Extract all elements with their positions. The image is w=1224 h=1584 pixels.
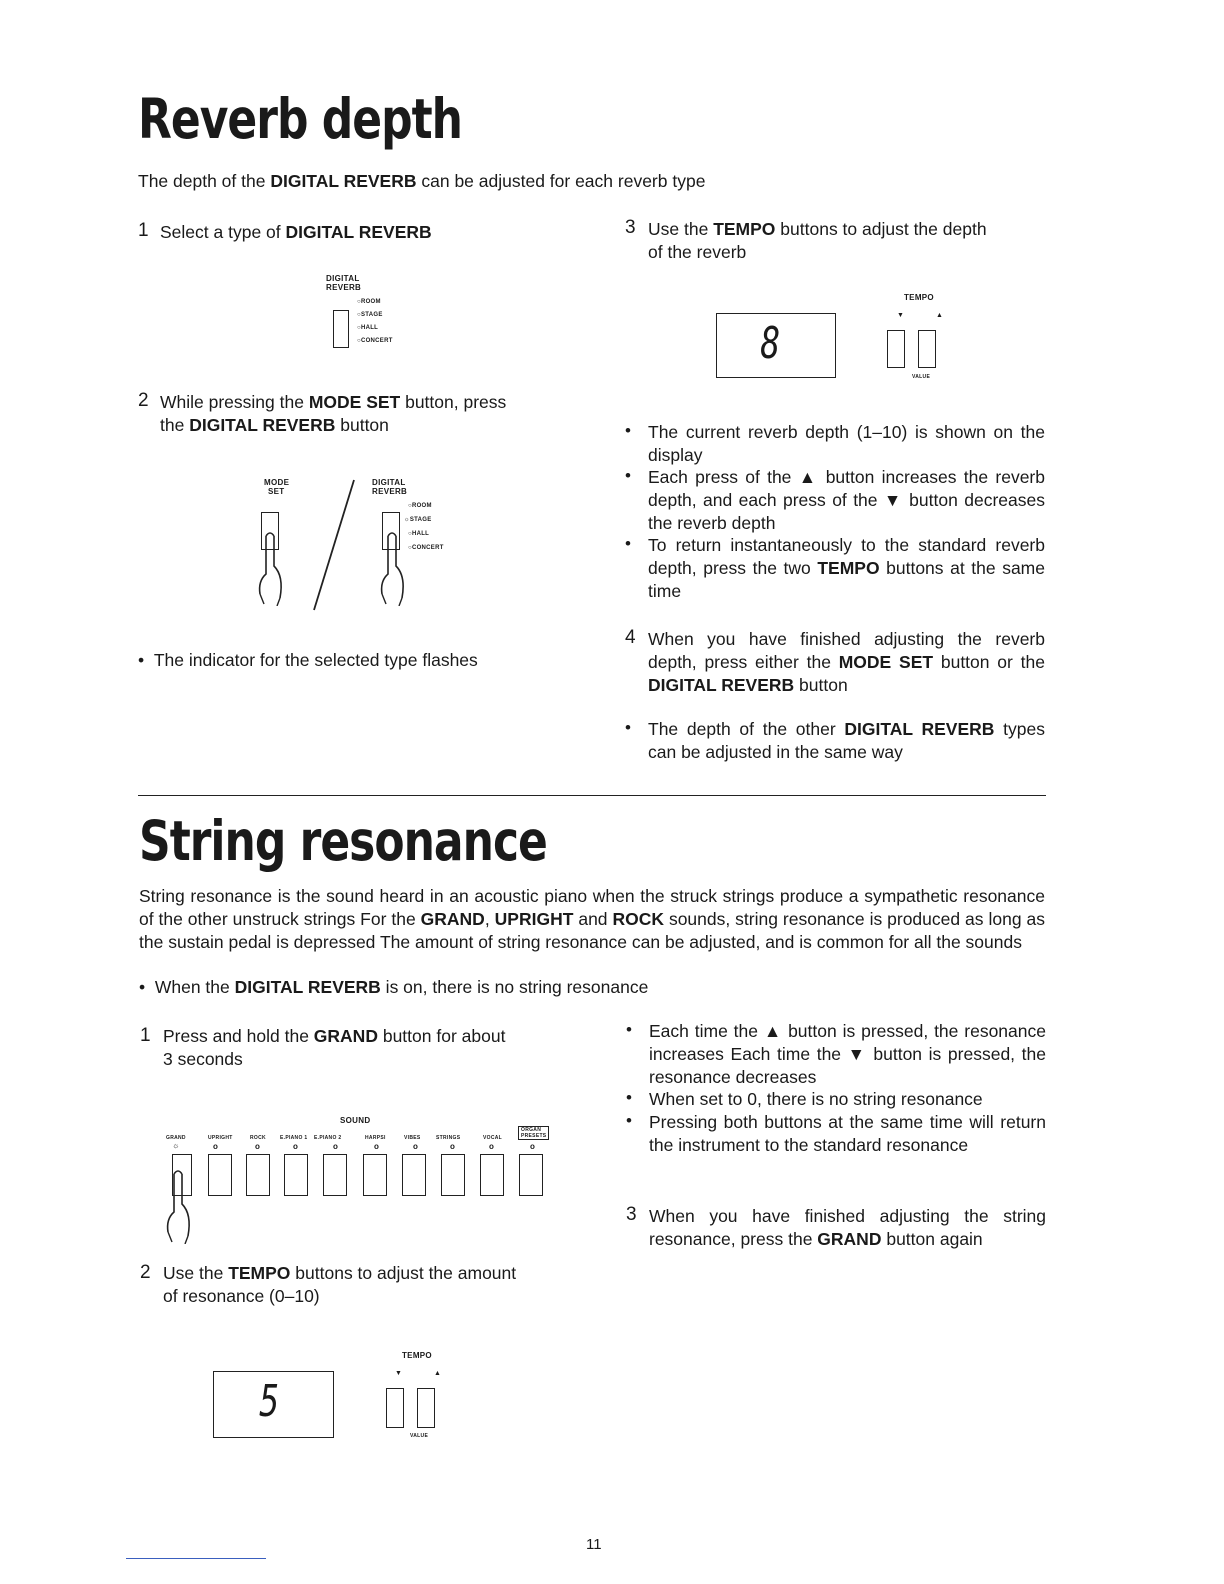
mode-label: MODE bbox=[264, 478, 290, 487]
bullet-text: The depth of the other DIGITAL REVERB types can be adjusted in the same way bbox=[648, 719, 1045, 762]
string-warning: • When the DIGITAL REVERB is on, there is no string resonance bbox=[139, 977, 649, 997]
up-arrow-icon: ▲ bbox=[798, 467, 819, 487]
sound-name: UPRIGHT bbox=[208, 1135, 233, 1141]
reverb-intro: The depth of the DIGITAL REVERB can be adjusted for each reverb type bbox=[138, 171, 706, 191]
note-flash: • The indicator for the selected type flashes bbox=[138, 650, 478, 670]
string-intro: String resonance is the sound heard in an acoustic piano when the struck strings produce a sympathetic resonance of the other unstruck strings For the GRAND, UPRIGHT and ROCK sounds, string resonance is produced as long as the sustain pedal is depressed The amount of string resonance can be adjusted, and is common for all the sounds bbox=[139, 886, 1045, 952]
tempo-buttons bbox=[884, 290, 964, 380]
tempo-down-button[interactable] bbox=[386, 1388, 404, 1428]
sound-name: ROCK bbox=[250, 1135, 266, 1141]
hall-indicator: ○HALL bbox=[357, 325, 379, 331]
down-arrow-icon: ▼ bbox=[395, 1370, 403, 1377]
tempo-buttons bbox=[382, 1348, 462, 1440]
page-number: 11 bbox=[586, 1536, 602, 1553]
up-arrow-icon: ▲ bbox=[763, 1021, 783, 1041]
reverb-step3: Use the TEMPO buttons to adjust the depth of the reverb bbox=[648, 219, 987, 262]
tempo-down-button[interactable] bbox=[887, 330, 905, 368]
sound-name: GRAND bbox=[166, 1135, 186, 1141]
indicator-dot: o bbox=[413, 1142, 419, 1151]
tempo-label: TEMPO bbox=[402, 1351, 432, 1360]
value-label: VALUE bbox=[912, 374, 931, 380]
slash-line-icon bbox=[308, 476, 358, 616]
indicator-lit-icon: ☼ bbox=[172, 1141, 180, 1150]
bullet-text: When set to 0, there is no string resonance bbox=[649, 1089, 983, 1109]
reverb-label: REVERB bbox=[326, 283, 362, 292]
bullet-text: The current reverb depth (1–10) is shown on the display bbox=[648, 422, 1045, 465]
bullet-text: Each press of the ▲ button increases the reverb depth, and each press of the ▼ button decreases the reverb depth bbox=[648, 467, 1045, 533]
digital-reverb-button[interactable] bbox=[333, 310, 349, 348]
sound-name: E.PIANO 2 bbox=[314, 1135, 342, 1141]
indicator-dot: o bbox=[374, 1142, 380, 1151]
digital-label: DIGITAL bbox=[372, 478, 406, 487]
bullet-icon: • bbox=[625, 466, 631, 485]
e-piano2-button[interactable] bbox=[323, 1154, 347, 1196]
stage-indicator: ☼STAGE bbox=[404, 517, 432, 523]
bullet-text: Each time the ▲ button is pressed, the resonance increases Each time the ▼ button is pressed, the resonance decreases bbox=[649, 1021, 1046, 1087]
sound-name: VOCAL bbox=[483, 1135, 502, 1141]
up-arrow-icon: ▲ bbox=[434, 1370, 442, 1377]
concert-indicator: ○CONCERT bbox=[357, 338, 393, 344]
indicator-dot: o bbox=[450, 1142, 456, 1151]
concert-indicator: ○CONCERT bbox=[408, 545, 444, 551]
step-number: 1 bbox=[140, 1025, 151, 1046]
depth-display bbox=[716, 313, 836, 378]
indicator-dot: o bbox=[530, 1142, 536, 1151]
indicator-dot: o bbox=[255, 1142, 261, 1151]
stage-indicator: ○STAGE bbox=[357, 312, 383, 318]
tempo-label: TEMPO bbox=[904, 293, 934, 302]
tempo-up-button[interactable] bbox=[918, 330, 936, 368]
indicator-dot: o bbox=[293, 1142, 299, 1151]
reverb-title: Reverb depth bbox=[138, 88, 462, 152]
section-divider bbox=[138, 795, 1046, 796]
reverb-step1: Select a type of DIGITAL REVERB bbox=[160, 222, 432, 242]
indicator-dot: o bbox=[489, 1142, 495, 1151]
sound-label: SOUND bbox=[340, 1116, 371, 1125]
bullet-icon: • bbox=[625, 718, 631, 737]
rock-button[interactable] bbox=[246, 1154, 270, 1196]
finger-press-icon bbox=[372, 526, 432, 606]
footer-rule bbox=[126, 1558, 266, 1559]
value-label: VALUE bbox=[410, 1433, 429, 1439]
down-arrow-icon: ▼ bbox=[847, 1043, 867, 1064]
vocal-button[interactable] bbox=[480, 1154, 504, 1196]
sound-name: HARPSI bbox=[365, 1135, 386, 1141]
down-arrow-icon: ▼ bbox=[883, 489, 903, 510]
indicator-dot: o bbox=[213, 1142, 219, 1151]
strings-button[interactable] bbox=[441, 1154, 465, 1196]
reverb-label: REVERB bbox=[372, 487, 408, 496]
mode-set-reverb-illustration bbox=[250, 476, 460, 616]
step-number: 1 bbox=[138, 220, 149, 241]
bullet-icon: • bbox=[139, 977, 155, 997]
digital-reverb-panel bbox=[326, 274, 416, 354]
step-number: 2 bbox=[138, 390, 149, 411]
step-number: 2 bbox=[140, 1262, 151, 1283]
tempo-up-button[interactable] bbox=[417, 1388, 435, 1428]
bullet-icon: • bbox=[625, 534, 631, 553]
up-arrow-icon: ▲ bbox=[936, 312, 944, 319]
digital-label: DIGITAL bbox=[326, 274, 360, 283]
step-number: 4 bbox=[625, 627, 636, 648]
bullet-icon: • bbox=[625, 421, 631, 440]
string-title: String resonance bbox=[139, 810, 547, 874]
string-step1: Press and hold the GRAND button for about 3 seconds bbox=[163, 1026, 506, 1069]
bullet-icon: • bbox=[138, 650, 154, 670]
sound-name: STRINGS bbox=[436, 1135, 461, 1141]
sound-name: E.PIANO 1 bbox=[280, 1135, 308, 1141]
sound-name: VIBES bbox=[404, 1135, 421, 1141]
bullet-icon: • bbox=[626, 1111, 632, 1130]
string-step3: When you have finished adjusting the string resonance, press the GRAND button again bbox=[649, 1206, 1046, 1249]
reverb-step4: When you have finished adjusting the reverb depth, press either the MODE SET button or the DIGITAL REVERB button bbox=[648, 629, 1045, 695]
room-indicator: ○ROOM bbox=[408, 503, 432, 509]
bullet-icon: • bbox=[626, 1020, 632, 1039]
organ-presets-button[interactable] bbox=[519, 1154, 543, 1196]
resonance-display bbox=[213, 1371, 334, 1438]
e-piano1-button[interactable] bbox=[284, 1154, 308, 1196]
hall-indicator: ○HALL bbox=[408, 531, 430, 537]
finger-press-icon bbox=[158, 1164, 208, 1244]
step-number: 3 bbox=[625, 217, 636, 238]
reverb-step2: While pressing the MODE SET button, press the DIGITAL REVERB button bbox=[160, 392, 507, 435]
string-step2: Use the TEMPO buttons to adjust the amount of resonance (0–10) bbox=[163, 1263, 517, 1306]
indicator-dot: o bbox=[333, 1142, 339, 1151]
room-indicator: ○ROOM bbox=[357, 299, 381, 305]
bullet-icon: • bbox=[626, 1088, 632, 1107]
down-arrow-icon: ▼ bbox=[897, 312, 905, 319]
display-digit: 5 bbox=[259, 1376, 280, 1427]
bullet-text: Pressing both buttons at the same time will return the instrument to the standard resonance bbox=[649, 1112, 1046, 1155]
sound-panel bbox=[166, 1114, 556, 1254]
step-number: 3 bbox=[626, 1204, 637, 1225]
upright-button[interactable] bbox=[208, 1154, 232, 1196]
vibes-button[interactable] bbox=[402, 1154, 426, 1196]
finger-press-icon bbox=[250, 526, 310, 606]
organ-presets-label: ORGAN PRESETS bbox=[518, 1126, 549, 1140]
set-label: SET bbox=[268, 487, 285, 496]
display-digit: 8 bbox=[760, 318, 781, 369]
harpsi-button[interactable] bbox=[363, 1154, 387, 1196]
bullet-text: To return instantaneously to the standard reverb depth, press the two TEMPO buttons at the same time bbox=[648, 535, 1045, 601]
